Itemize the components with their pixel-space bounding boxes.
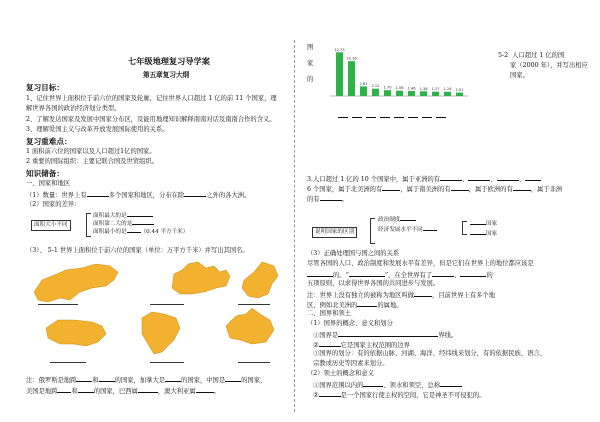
- answer-blank[interactable]: [238, 304, 270, 305]
- bar-value-label: 1.46: [407, 86, 416, 91]
- bar-1: [336, 52, 343, 96]
- answer-blank[interactable]: [225, 375, 241, 382]
- key-point-1: 1 面积前六位的国家以及人口超过1亿的国家。: [26, 148, 156, 155]
- chart-caption-2: 家（2000 年），并写出相应: [510, 62, 588, 69]
- answer-blank[interactable]: [50, 362, 86, 363]
- answer-blank[interactable]: [400, 214, 416, 221]
- relations-line-4: 注：世界上没有独立的被称为地区叫做 ，目前世界上有多个地: [307, 292, 496, 299]
- bar-4: [372, 89, 379, 96]
- border-meaning: ② 它是国家主权范围的边界: [313, 342, 410, 349]
- country-diff-item: 政治制度: [378, 214, 416, 225]
- question-count-line: [26, 190, 250, 201]
- bar-9: [432, 92, 439, 96]
- answer-blank[interactable]: [320, 194, 342, 201]
- key-points-heading: 复习重难点：: [26, 137, 72, 146]
- answer-blank[interactable]: [127, 210, 153, 217]
- answer-blank[interactable]: [440, 380, 462, 387]
- goals-heading: 复习目标：: [26, 83, 64, 92]
- bar-8: [420, 91, 427, 96]
- answer-blank[interactable]: [363, 380, 383, 387]
- notes-line-1: 注：俄罗斯是地跨 和 的国家，加拿大是 的国家，中国是 的国家，: [26, 377, 267, 384]
- relations-line-5: 区，例如北美洲的 的属地。: [307, 302, 403, 309]
- country-difference-title: （2）国家的差异：: [26, 201, 81, 208]
- answer-blank[interactable]: [423, 224, 437, 231]
- area-diagram-brace: [86, 213, 91, 237]
- border-division: ③国界的划分：有的依据山脉、河湖、海洋、经纬线来划分，有的依据民族、语言、: [313, 350, 546, 357]
- answer-blank[interactable]: [57, 386, 71, 393]
- brazil-outline: [142, 312, 180, 354]
- country-diff-sub-item: 国家: [470, 218, 497, 229]
- answer-blank[interactable]: [432, 270, 454, 277]
- usa-outline: [46, 320, 106, 346]
- country-diff-item: 经济发展水平不同: [378, 224, 437, 235]
- column-divider: [294, 40, 295, 412]
- page-subtitle: 第五章复习大纲: [143, 71, 190, 79]
- area-diagram-item: 面积第二大的是: [93, 218, 154, 229]
- bar-value-label: 1.24: [443, 87, 452, 92]
- bar-10: [444, 92, 451, 96]
- answer-blank[interactable]: [165, 375, 181, 382]
- answer-blank[interactable]: [38, 304, 78, 305]
- answer-blank[interactable]: [470, 228, 486, 235]
- population-bar-chart: [322, 38, 470, 110]
- answer-blank[interactable]: [436, 111, 446, 118]
- australia-outline: [226, 308, 274, 344]
- bar-6: [396, 91, 403, 96]
- answer-blank[interactable]: [525, 174, 541, 181]
- chart-caption: 5-2 人口超过 1 亿的国: [498, 52, 565, 59]
- bar-3: [360, 86, 367, 96]
- answer-blank[interactable]: [196, 386, 214, 393]
- relations-line-1: 尽管各国的人口、政治制度和发展水平有差异，但是它们在世界上的地位都应该是: [307, 260, 534, 267]
- answer-blank[interactable]: [76, 375, 92, 382]
- bar-value-label: 1.38: [419, 86, 428, 91]
- relations-line-2: 的。“ ”，在全世界有了 、 的: [307, 270, 493, 281]
- question-count-pre: （1）数量：世界上有: [26, 192, 87, 199]
- question-count-post: 之外的各大洲。: [206, 192, 251, 199]
- bar-11: [456, 93, 463, 96]
- answer-blank[interactable]: [382, 184, 400, 191]
- chart-caption-3: 国家。: [510, 72, 529, 79]
- answer-blank[interactable]: [414, 290, 432, 297]
- bar-2: [348, 61, 355, 96]
- key-point-2: 2 重要的国际组织：主要记联合国及世贸组织。: [26, 158, 158, 165]
- bar-7: [408, 91, 415, 96]
- answer-blank[interactable]: [357, 300, 377, 307]
- answer-blank[interactable]: [394, 111, 404, 118]
- goal-line-2: 解世界各国的政治经济划分类型。: [26, 105, 121, 112]
- country-maps: [30, 258, 282, 360]
- answer-blank[interactable]: [451, 184, 469, 191]
- bar-value-label: 2.12: [371, 84, 380, 89]
- answer-blank[interactable]: [460, 270, 486, 277]
- answer-blank[interactable]: [87, 190, 109, 197]
- answer-blank[interactable]: [440, 174, 462, 181]
- question-count-mid: 多个国家和地区，分布在除: [108, 192, 185, 199]
- bar-value-label: 10.16: [346, 56, 357, 61]
- section-2b-title: （2）领土的概念和意义: [307, 370, 374, 377]
- answer-blank[interactable]: [184, 190, 206, 197]
- answer-blank[interactable]: [470, 218, 486, 225]
- goal-line-1: 1、记住世界上面积位于前六位的国家及轮廓，记住世界人口超过 1 亿的前 11 个国家，理: [26, 95, 277, 102]
- answer-blank[interactable]: [338, 330, 438, 337]
- answer-blank[interactable]: [513, 184, 531, 191]
- china-outline: [242, 262, 278, 298]
- area-diagram-item: 面积最大的是: [93, 210, 153, 221]
- relations-line-3: 五项原则，以求得世界各国的共同进步与发展。: [307, 280, 440, 287]
- answer-blank[interactable]: [422, 111, 432, 118]
- bar-value-label: 12.75: [334, 47, 345, 52]
- map-question: （3）、 5-1 世界上面积位于前六位的国家（单位：万平方千米）并写出其国名。: [26, 247, 249, 254]
- pop-question-line-2: 6 个国家，属于北美洲的有 ，属于南美洲的有 ，属于欧洲的有 ，属于非洲: [307, 186, 563, 193]
- country-diff-brace: [370, 218, 375, 244]
- answer-blank[interactable]: [78, 386, 94, 393]
- answer-blank[interactable]: [238, 362, 270, 363]
- pop-question-line-1: 3.人口超过 1 亿的 10 个国家中，属于亚洲的有 、 、 、: [307, 174, 541, 185]
- country-diff-sub-brace: [462, 221, 467, 235]
- answer-blank[interactable]: [132, 218, 154, 225]
- answer-blank[interactable]: [497, 174, 519, 181]
- territory-meaning: ② 是一个国家行使主权的空间，它是神圣不可侵犯的。: [313, 392, 486, 399]
- answer-blank[interactable]: [127, 226, 141, 233]
- area-diagram-item: 面积最小的是 （0.44 平方千米）: [93, 226, 188, 237]
- area-diagram-left: 面积大小不同: [31, 220, 71, 231]
- russia-outline: [34, 264, 118, 302]
- country-diff-diagram-left: 说明国家的区别: [312, 227, 357, 238]
- answer-blank[interactable]: [99, 375, 115, 382]
- goal-line-3: 2、了解发达国家及发展中国家分布区，及能用地理知识解释南南对话及南南合作的含义。: [26, 116, 276, 123]
- answer-blank[interactable]: [319, 340, 341, 347]
- answer-blank[interactable]: [408, 111, 418, 118]
- answer-blank[interactable]: [150, 362, 184, 363]
- territory-definition: ①国界范围以内的 、领水和领空，总称: [313, 380, 462, 391]
- border-definition: ①国界是 界线。: [313, 332, 458, 339]
- bar-5: [384, 90, 391, 96]
- section-2a-title: （1）国界的概念、意义和划分: [307, 320, 393, 327]
- notes-line-2: 美国是地跨 和 的国家，巴西属 ，澳大利亚属 。: [26, 388, 220, 395]
- chart-answer-blanks: [338, 103, 450, 122]
- answer-blank[interactable]: [352, 111, 362, 118]
- section-2-title: 二、国界和领土: [307, 310, 352, 317]
- answer-blank[interactable]: [319, 390, 341, 397]
- answer-blank[interactable]: [349, 270, 385, 277]
- relations-title: （3）正确处理国与国之间的关系: [307, 250, 400, 257]
- border-division-2: 宗教或历史等因素来划分。: [313, 360, 389, 367]
- answer-blank[interactable]: [307, 270, 333, 277]
- answer-blank[interactable]: [468, 174, 490, 181]
- answer-blank[interactable]: [380, 111, 390, 118]
- bar-value-label: 2.81: [359, 81, 368, 86]
- bar-value-label: 1.56: [395, 86, 404, 91]
- canada-outline: [172, 262, 230, 294]
- answer-blank[interactable]: [150, 304, 184, 305]
- knowledge-heading: 知识储备：: [26, 169, 64, 178]
- pop-question-line-3: 的有 。: [307, 196, 348, 203]
- answer-blank[interactable]: [366, 111, 376, 118]
- bar-value-label: 1.01: [455, 88, 464, 93]
- goal-line-4: 3、理解爱国主义与改革开放发展国际使用的关系。: [26, 126, 169, 133]
- page-title: 七年级地理复习导学案: [128, 56, 210, 66]
- chart-axis-label: 图 家 的: [307, 44, 314, 83]
- section-1-title: 一、国家和地区: [26, 180, 71, 187]
- answer-blank[interactable]: [138, 386, 158, 393]
- answer-blank[interactable]: [338, 111, 348, 118]
- bar-value-label: 1.70: [383, 85, 392, 90]
- bar-value-label: 1.27: [431, 87, 440, 92]
- country-diff-sub-item: 国家: [470, 228, 497, 239]
